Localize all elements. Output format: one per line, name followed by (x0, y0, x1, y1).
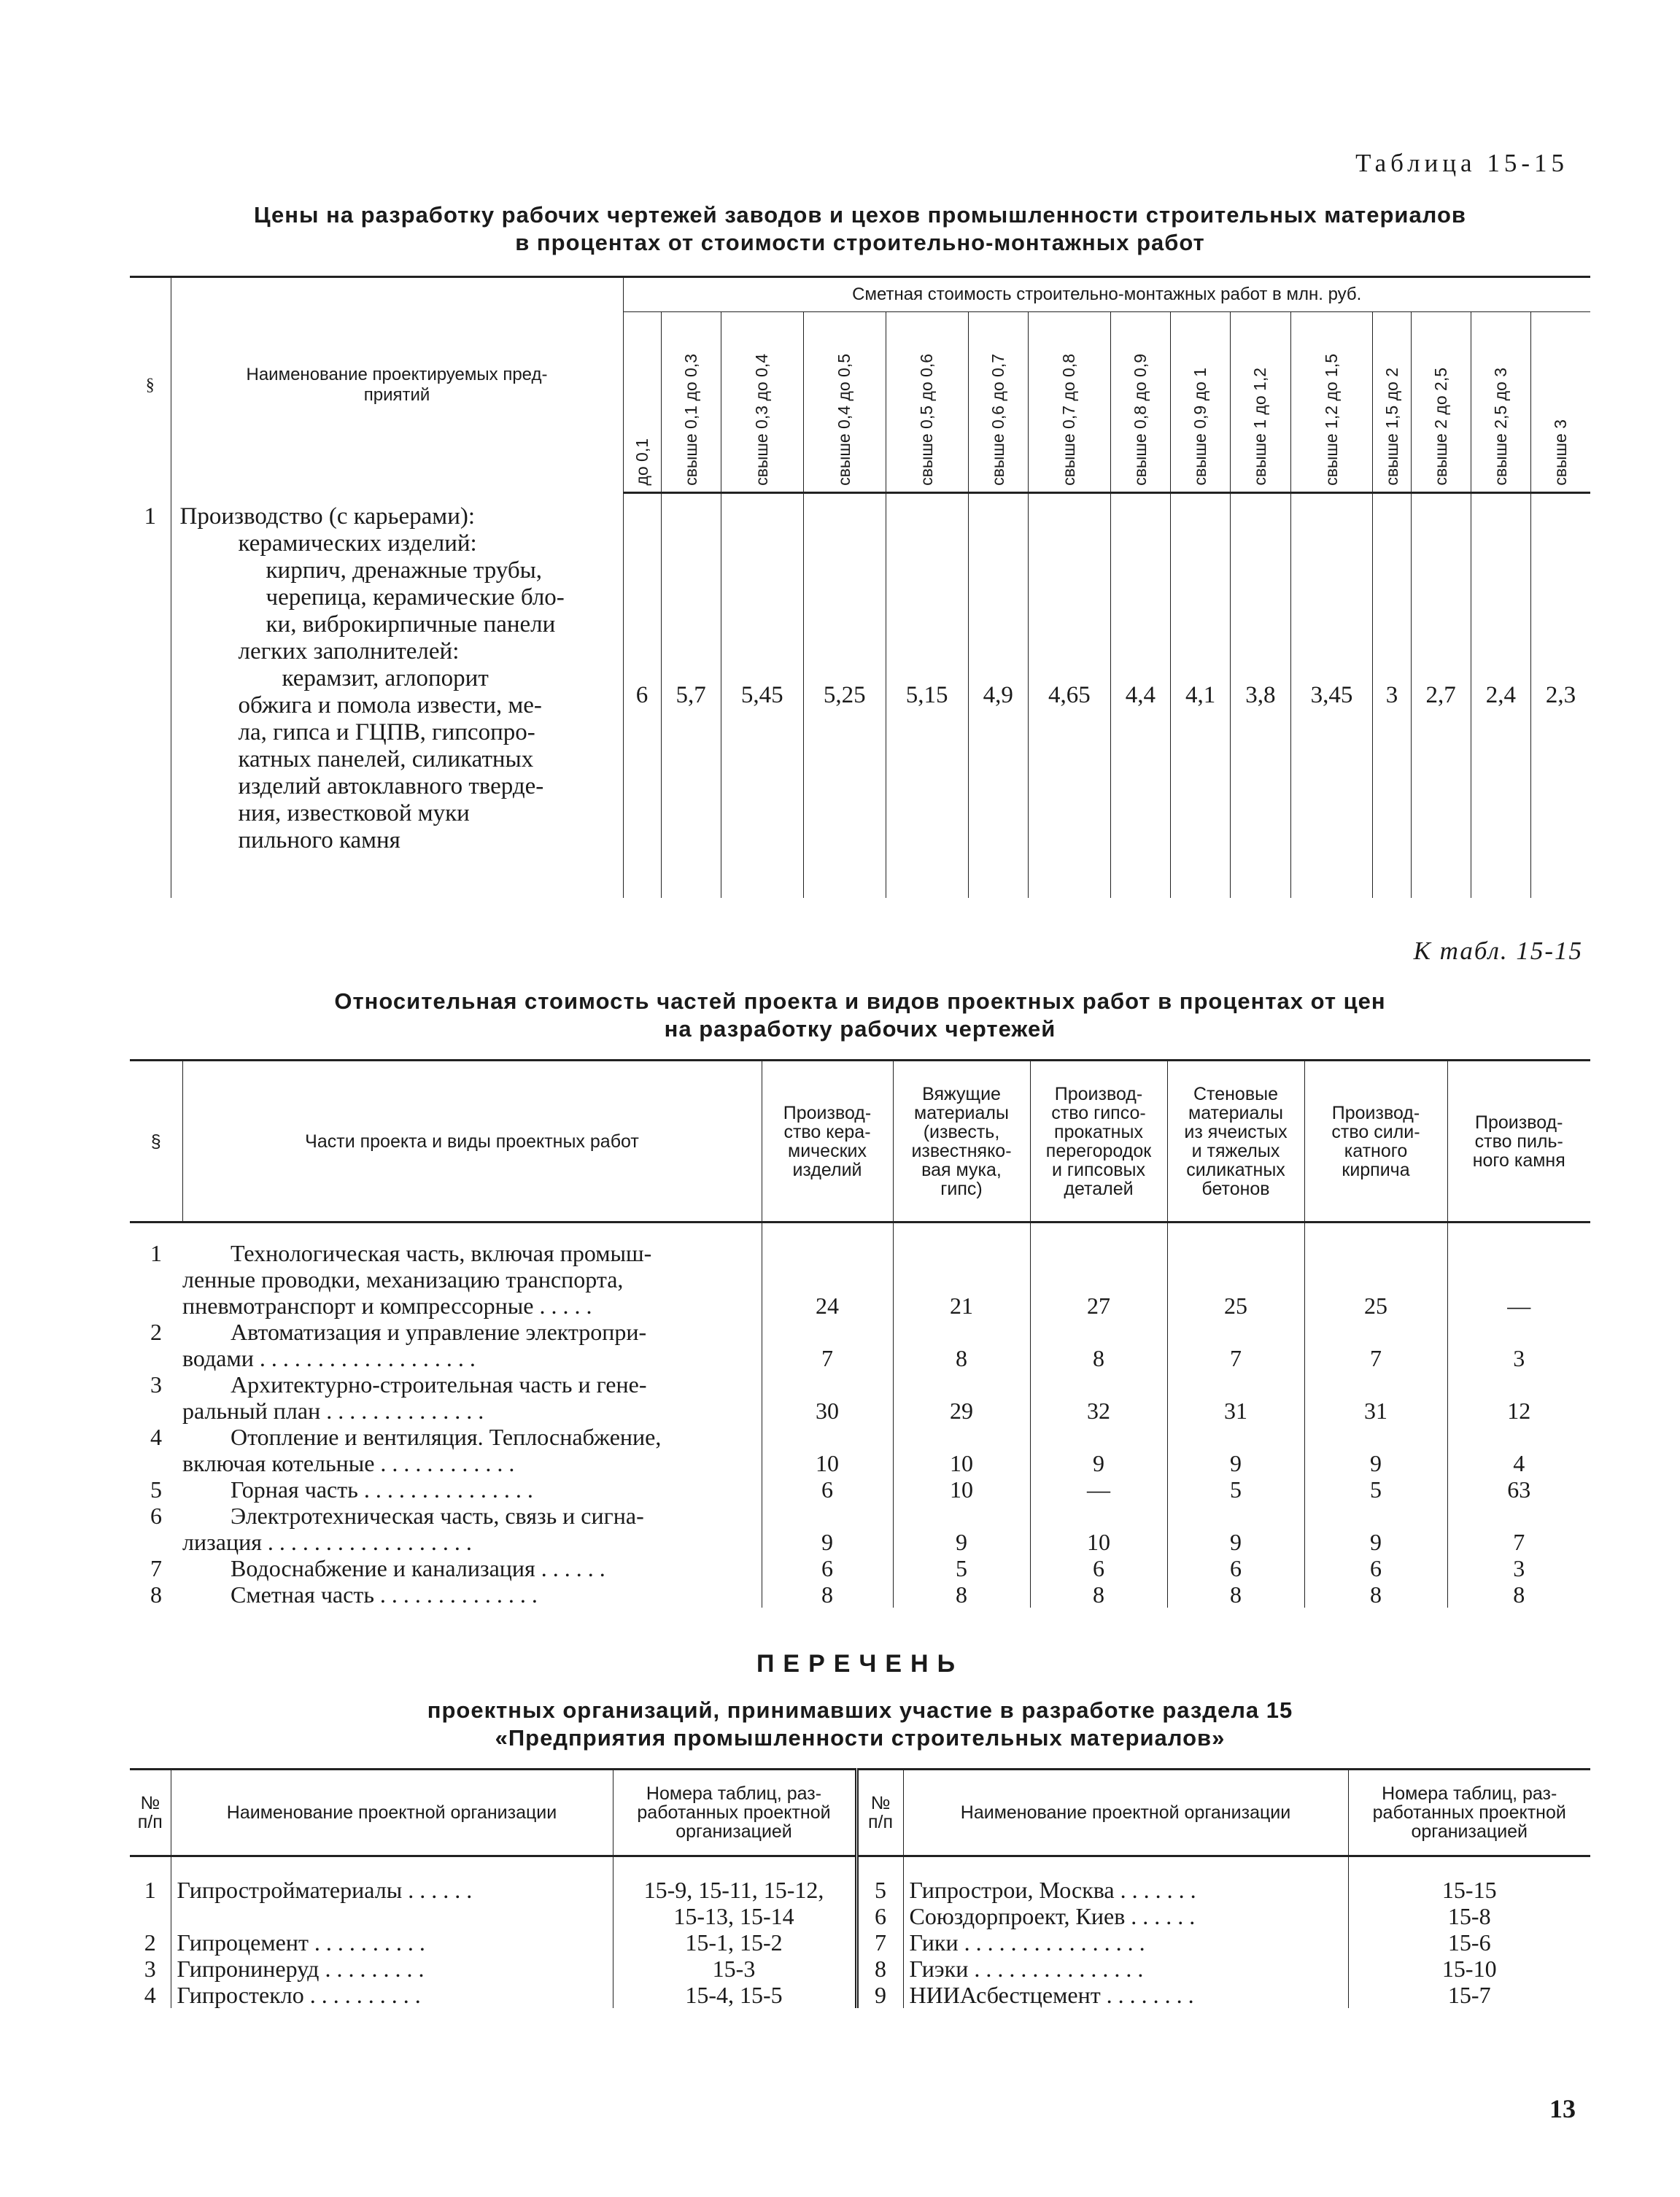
header-line: Стеновые (1193, 1083, 1278, 1104)
part-name-line: лизация . . . . . . . . . . . . . . . . . . (182, 1528, 472, 1555)
organizations-table (130, 1768, 1590, 2008)
org-tables: 15-10 (1348, 1956, 1590, 1982)
enterprise-line: черепица, керамические бло- (266, 584, 565, 611)
number-header-line: № (140, 1793, 160, 1813)
share-value: 9 (1167, 1503, 1304, 1555)
range-label: свыше 0,9 до 1 (1191, 368, 1210, 486)
share-value: 10 (1030, 1503, 1167, 1555)
section-header: § (145, 375, 155, 395)
header-line: бетонов (1201, 1178, 1270, 1199)
price-cell: 3,8 (1231, 493, 1290, 898)
part-name-line: Сметная часть . . . . . . . . . . . . . . (231, 1581, 538, 1608)
row-number-line (130, 1529, 182, 1555)
header-line: ного камня (1472, 1150, 1565, 1171)
share-value: 63 (1447, 1476, 1590, 1503)
enterprise-type-header (1167, 1061, 1304, 1223)
header-line: известняко- (911, 1140, 1012, 1161)
range-label: свыше 0,8 до 0,9 (1130, 354, 1150, 486)
enterprise-line: ния, известковой муки (238, 799, 470, 826)
header-line: из ячеистых (1184, 1121, 1288, 1142)
header-line: гипс) (940, 1178, 983, 1199)
row-number-line (130, 1293, 182, 1319)
list-title-line: «Предприятия промышленности строительных материалов» (495, 1725, 1226, 1751)
list-title-line: проектных организаций, принимавших участие в разработке раздела 15 (427, 1697, 1293, 1723)
list-header-row (130, 1770, 1590, 1856)
part-name (182, 1424, 762, 1476)
org-number: 3 (144, 1955, 156, 1982)
org-name: Гипронинеруд . . . . . . . . . (171, 1956, 613, 1982)
org-name (171, 1903, 613, 1929)
table-numbers-header-line: Номера таблиц, раз- (646, 1783, 822, 1804)
number-header-line: № (870, 1793, 891, 1813)
range-label: свыше 0,3 до 0,4 (752, 354, 772, 486)
org-number: 2 (144, 1929, 156, 1956)
range-header (721, 312, 803, 493)
header-line: ство пиль- (1474, 1131, 1563, 1152)
range-label: свыше 1,2 до 1,5 (1322, 354, 1342, 486)
spacer-cell (1348, 1856, 1590, 1877)
enterprise-line: керамических изделий: (238, 530, 477, 557)
price-cell: 4,9 (968, 493, 1028, 898)
share-value: 6 (1030, 1555, 1167, 1581)
section-header: § (150, 1131, 161, 1152)
price-cell: 4,1 (1171, 493, 1231, 898)
enterprise-line: ки, виброкирпичные панели (266, 611, 556, 638)
range-header (803, 312, 886, 493)
share-value: 32 (1030, 1371, 1167, 1424)
spacer-row (130, 1856, 1590, 1877)
spacer-cell (893, 1223, 1030, 1240)
part-name (182, 1476, 762, 1503)
price-row (130, 493, 1590, 898)
table-row (130, 1424, 1590, 1476)
range-label: свыше 2 до 2,5 (1431, 368, 1450, 486)
part-name (182, 1240, 762, 1319)
table-row (130, 1240, 1590, 1319)
row-number-line: 4 (150, 1423, 162, 1450)
share-value: 6 (762, 1555, 893, 1581)
table-row (130, 1371, 1590, 1424)
table-numbers-header-right (1348, 1770, 1590, 1856)
range-header (1171, 312, 1231, 493)
org-tables: 15-7 (1348, 1982, 1590, 2008)
share-value: 10 (893, 1476, 1030, 1503)
share-value: 7 (1447, 1503, 1590, 1555)
org-name: Гиэки . . . . . . . . . . . . . . . (903, 1956, 1348, 1982)
enterprise-line: керамзит, аглопорит (282, 664, 489, 691)
share-value: 10 (893, 1424, 1030, 1476)
share-value: 6 (1167, 1555, 1304, 1581)
enterprise-line: ла, гипса и ГЦПВ, гипсопро- (238, 718, 535, 745)
enterprise-type-header (893, 1061, 1030, 1223)
share-value: 8 (1030, 1319, 1167, 1371)
org-name: Гипростройматериалы . . . . . . (171, 1877, 613, 1903)
price-cell: 6 (623, 493, 661, 898)
page-number: 13 (1549, 2094, 1576, 2123)
row-number-line: 5 (150, 1476, 162, 1503)
share-value: 8 (893, 1581, 1030, 1608)
price-cell: 4,4 (1110, 493, 1170, 898)
part-name-line: Водоснабжение и канализация . . . . . . (231, 1554, 605, 1581)
range-header (1028, 312, 1110, 493)
row-number (130, 1240, 182, 1319)
row-number-line: 8 (150, 1581, 162, 1608)
range-header (1290, 312, 1373, 493)
share-value: 24 (762, 1240, 893, 1319)
enterprise-line: катных панелей, силикатных (238, 745, 534, 772)
row-number-line: 3 (150, 1371, 162, 1398)
row-number (130, 1555, 182, 1581)
table2-title-line: на разработку рабочих чертежей (664, 1016, 1056, 1042)
share-value: — (1030, 1476, 1167, 1503)
org-tables: 15-13, 15-14 (613, 1903, 856, 1929)
enterprise-line: легких заполнителей: (238, 638, 460, 664)
range-header (1110, 312, 1170, 493)
part-name (182, 1319, 762, 1371)
org-number: 9 (856, 1982, 903, 2008)
share-value: 4 (1447, 1424, 1590, 1476)
org-name: Союздорпроект, Киев . . . . . . (903, 1903, 1348, 1929)
range-label: свыше 0,7 до 0,8 (1059, 354, 1079, 486)
part-name (182, 1503, 762, 1555)
header-line: прокатных (1054, 1121, 1143, 1142)
number-header-line: п/п (137, 1812, 163, 1832)
org-number: 6 (856, 1903, 903, 1929)
org-tables: 15-3 (613, 1956, 856, 1982)
share-value: 9 (762, 1503, 893, 1555)
enterprise-type-header (1030, 1061, 1167, 1223)
org-row (130, 1903, 1590, 1929)
table-row (130, 1319, 1590, 1371)
spacer-cell (1167, 1223, 1304, 1240)
spacer-cell (1030, 1223, 1167, 1240)
part-name (182, 1581, 762, 1608)
spacer-row (130, 1223, 1590, 1240)
header-line: и тяжелых (1191, 1140, 1280, 1161)
header-line: деталей (1064, 1178, 1134, 1199)
org-name-header: Наименование проектной организации (171, 1770, 613, 1856)
enterprise-line: Производство (с карьерами): (179, 503, 476, 530)
range-label: до 0,1 (632, 438, 651, 486)
share-value: 5 (893, 1555, 1030, 1581)
range-label: свыше 0,5 до 0,6 (917, 354, 937, 486)
share-value: 7 (762, 1319, 893, 1371)
header-line: (известь, (923, 1121, 1000, 1142)
org-number: 4 (144, 1981, 156, 2008)
spacer-cell (130, 1223, 182, 1240)
price-cell: 3 (1373, 493, 1411, 898)
org-tables: 15-6 (1348, 1929, 1590, 1956)
share-value: — (1447, 1240, 1590, 1319)
share-value: 6 (762, 1476, 893, 1503)
number-header (130, 1770, 171, 1856)
name-header-line: Наименование проектируемых пред- (246, 365, 548, 385)
range-label: свыше 1 до 1,2 (1250, 368, 1270, 486)
part-name-line: ральный план . . . . . . . . . . . . . . (182, 1397, 484, 1424)
org-name: Гипростекло . . . . . . . . . . (171, 1982, 613, 2008)
range-header (1231, 312, 1290, 493)
table-numbers-header (613, 1770, 856, 1856)
header-line: мических (788, 1140, 867, 1161)
share-value: 9 (1304, 1424, 1447, 1476)
share-value: 5 (1167, 1476, 1304, 1503)
share-value: 31 (1167, 1371, 1304, 1424)
share-value: 8 (893, 1319, 1030, 1371)
table-numbers-header-line: Номера таблиц, раз- (1382, 1783, 1557, 1804)
cost-group-header: Сметная стоимость строительно-монтажных работ в млн. руб. (623, 277, 1590, 312)
org-name-header-right: Наименование проектной организации (903, 1770, 1348, 1856)
range-label: свыше 2,5 до 3 (1490, 368, 1510, 486)
part-name-line: Горная часть . . . . . . . . . . . . . . . (231, 1476, 533, 1503)
share-value: 3 (1447, 1319, 1590, 1371)
header-line: Производ- (1331, 1102, 1420, 1123)
row-number-line (130, 1450, 182, 1476)
share-value: 7 (1167, 1319, 1304, 1371)
org-tables: 15-15 (1348, 1877, 1590, 1903)
spacer-cell (613, 1856, 856, 1877)
part-name-line: включая котельные . . . . . . . . . . . . (182, 1449, 515, 1476)
row-number (130, 1424, 182, 1476)
header-line: вая мука, (921, 1159, 1002, 1180)
range-header (968, 312, 1028, 493)
table-row (130, 1555, 1590, 1581)
price-cell: 5,7 (661, 493, 721, 898)
spacer-cell (1304, 1223, 1447, 1240)
table-label: Таблица 15-15 (1355, 149, 1568, 177)
enterprise-type-header (1447, 1061, 1590, 1223)
table-numbers-header-line: работанных проектной (1372, 1802, 1566, 1823)
row-number (130, 1503, 182, 1555)
header-line: материалы (914, 1102, 1009, 1123)
enterprise-type-header (1304, 1061, 1447, 1223)
share-value: 9 (893, 1503, 1030, 1555)
header-line: катного (1344, 1140, 1408, 1161)
org-tables: 15-9, 15-11, 15-12, (613, 1877, 856, 1903)
header-line: изделий (792, 1159, 862, 1180)
row-section: 1 (144, 503, 156, 530)
share-value: 12 (1447, 1371, 1590, 1424)
row-number-line (130, 1345, 182, 1371)
range-label: свыше 0,1 до 0,3 (681, 354, 700, 486)
share-value: 8 (1304, 1581, 1447, 1608)
list-heading: ПЕРЕЧЕНЬ (756, 1650, 964, 1678)
spacer-cell (856, 1856, 903, 1877)
table-title-line: в процентах от стоимости строительно-монтажных работ (515, 230, 1205, 255)
org-number: 1 (144, 1876, 156, 1903)
enterprise-line: обжига и помола извести, ме- (238, 691, 542, 718)
row-number (130, 1371, 182, 1424)
share-value: 8 (1447, 1581, 1590, 1608)
range-label: свыше 1,5 до 2 (1382, 368, 1401, 486)
share-value: 8 (762, 1581, 893, 1608)
price-cell: 2,7 (1411, 493, 1471, 898)
header-line: силикатных (1186, 1159, 1285, 1180)
org-tables: 15-4, 15-5 (613, 1982, 856, 2008)
org-number: 8 (856, 1956, 903, 1982)
spacer-cell (1447, 1223, 1590, 1240)
org-name: НИИАсбестцемент . . . . . . . . (903, 1982, 1348, 2008)
part-name-line: ленные проводки, механизацию транспорта, (182, 1266, 624, 1293)
name-header (171, 277, 623, 493)
org-tables: 15-1, 15-2 (613, 1929, 856, 1956)
range-header (1373, 312, 1411, 493)
header-line: ство гипсо- (1051, 1102, 1146, 1123)
table2-header-row (130, 1061, 1590, 1223)
share-value: 10 (762, 1424, 893, 1476)
range-header (661, 312, 721, 493)
table-numbers-header-line: работанных проектной (637, 1802, 831, 1823)
table-ref-label: К табл. 15-15 (1413, 937, 1583, 965)
table2-title (130, 988, 1590, 1043)
part-name-line: Отопление и вентиляция. Теплоснабжение, (231, 1423, 662, 1450)
price-cell: 5,15 (886, 493, 968, 898)
row-number-line: 1 (150, 1239, 162, 1266)
part-name (182, 1555, 762, 1581)
row-number-line (130, 1266, 182, 1293)
table-row (130, 1581, 1590, 1608)
enterprise-line: изделий автоклавного тверде- (238, 772, 544, 799)
org-tables: 15-8 (1348, 1903, 1590, 1929)
share-value: 29 (893, 1371, 1030, 1424)
share-value: 30 (762, 1371, 893, 1424)
price-cell: 5,45 (721, 493, 803, 898)
header-line: ство сили- (1331, 1121, 1420, 1142)
share-value: 9 (1304, 1503, 1447, 1555)
list-title (130, 1697, 1590, 1752)
org-row (130, 1956, 1590, 1982)
row-number-line: 2 (150, 1318, 162, 1345)
range-header (623, 312, 661, 493)
range-label: свыше 3 (1551, 419, 1571, 486)
spacer-cell (171, 1856, 613, 1877)
share-value: 9 (1167, 1424, 1304, 1476)
share-value: 8 (1167, 1581, 1304, 1608)
enterprise-names (171, 493, 623, 898)
price-cell: 2,3 (1531, 493, 1590, 898)
header-line: Вяжущие (922, 1083, 1001, 1104)
table-title (130, 201, 1590, 257)
share-value: 7 (1304, 1319, 1447, 1371)
header-line: Производ- (1475, 1112, 1563, 1133)
range-header (1471, 312, 1530, 493)
part-name-line: Технологическая часть, включая промыш- (231, 1239, 652, 1266)
share-value: 25 (1304, 1240, 1447, 1319)
org-name: Гипрострои, Москва . . . . . . . (903, 1877, 1348, 1903)
table2-title-line: Относительная стоимость частей проекта и видов проектных работ в процентах от цен (334, 988, 1386, 1014)
share-value: 25 (1167, 1240, 1304, 1319)
part-name-line: Электротехническая часть, связь и сигна- (231, 1502, 644, 1529)
enterprise-line: кирпич, дренажные трубы, (266, 557, 543, 584)
header-line: и гипсовых (1052, 1159, 1145, 1180)
range-header (886, 312, 968, 493)
share-value: 27 (1030, 1240, 1167, 1319)
table-numbers-header-line: организацией (1411, 1821, 1528, 1842)
cost-share-table (130, 1059, 1590, 1608)
table-numbers-header-line: организацией (676, 1821, 792, 1842)
row-number (130, 1319, 182, 1371)
number-header-line: п/п (867, 1812, 894, 1832)
parts-header: Части проекта и виды проектных работ (182, 1061, 762, 1223)
part-name-line: Автоматизация и управление электропри- (231, 1318, 647, 1345)
price-cell: 3,45 (1290, 493, 1373, 898)
row-number-line: 6 (150, 1502, 162, 1529)
share-value: 31 (1304, 1371, 1447, 1424)
org-name: Гипроцемент . . . . . . . . . . (171, 1929, 613, 1956)
enterprise-line: пильного камня (238, 826, 400, 853)
row-number (130, 1476, 182, 1503)
share-value: 3 (1447, 1555, 1590, 1581)
price-cell: 5,25 (803, 493, 886, 898)
share-value: 8 (1030, 1581, 1167, 1608)
row-number (130, 1581, 182, 1608)
part-name (182, 1371, 762, 1424)
org-number: 7 (856, 1929, 903, 1956)
number-header-right (856, 1770, 903, 1856)
row-number-line: 7 (150, 1554, 162, 1581)
price-cell: 4,65 (1028, 493, 1110, 898)
table-row (130, 1503, 1590, 1555)
part-name-line: Архитектурно-строительная часть и гене- (231, 1371, 647, 1398)
spacer-cell (762, 1223, 893, 1240)
header-line: ство кера- (783, 1121, 871, 1142)
range-label: свыше 0,6 до 0,7 (988, 354, 1007, 486)
header-line: Производ- (783, 1102, 872, 1123)
share-value: 5 (1304, 1476, 1447, 1503)
share-value: 21 (893, 1240, 1030, 1319)
range-header (1411, 312, 1471, 493)
share-value: 6 (1304, 1555, 1447, 1581)
price-cell: 2,4 (1471, 493, 1530, 898)
row-number-line (130, 1398, 182, 1424)
org-row (130, 1877, 1590, 1903)
header-line: кирпича (1342, 1159, 1410, 1180)
spacer-cell (130, 1856, 171, 1877)
range-label: свыше 0,4 до 0,5 (835, 354, 854, 486)
org-row (130, 1929, 1590, 1956)
share-value: 9 (1030, 1424, 1167, 1476)
part-name-line: водами . . . . . . . . . . . . . . . . . . . (182, 1344, 476, 1371)
header-line: Производ- (1054, 1083, 1143, 1104)
name-header-line: приятий (363, 385, 430, 406)
range-header (1531, 312, 1590, 493)
org-number (130, 1903, 171, 1929)
spacer-cell (182, 1223, 762, 1240)
spacer-cell (903, 1856, 1348, 1877)
table-title-line: Цены на разработку рабочих чертежей заводов и цехов промышленности строительных материалов (254, 202, 1466, 228)
header-line: перегородок (1045, 1140, 1152, 1161)
price-table (130, 276, 1590, 898)
org-row (130, 1982, 1590, 2008)
part-name-line: пневмотранспорт и компрессорные . . . . . (182, 1292, 592, 1319)
header-line: материалы (1188, 1102, 1283, 1123)
enterprise-type-header (762, 1061, 893, 1223)
table-row (130, 1476, 1590, 1503)
org-number: 5 (856, 1877, 903, 1903)
org-name: Гики . . . . . . . . . . . . . . . . (903, 1929, 1348, 1956)
